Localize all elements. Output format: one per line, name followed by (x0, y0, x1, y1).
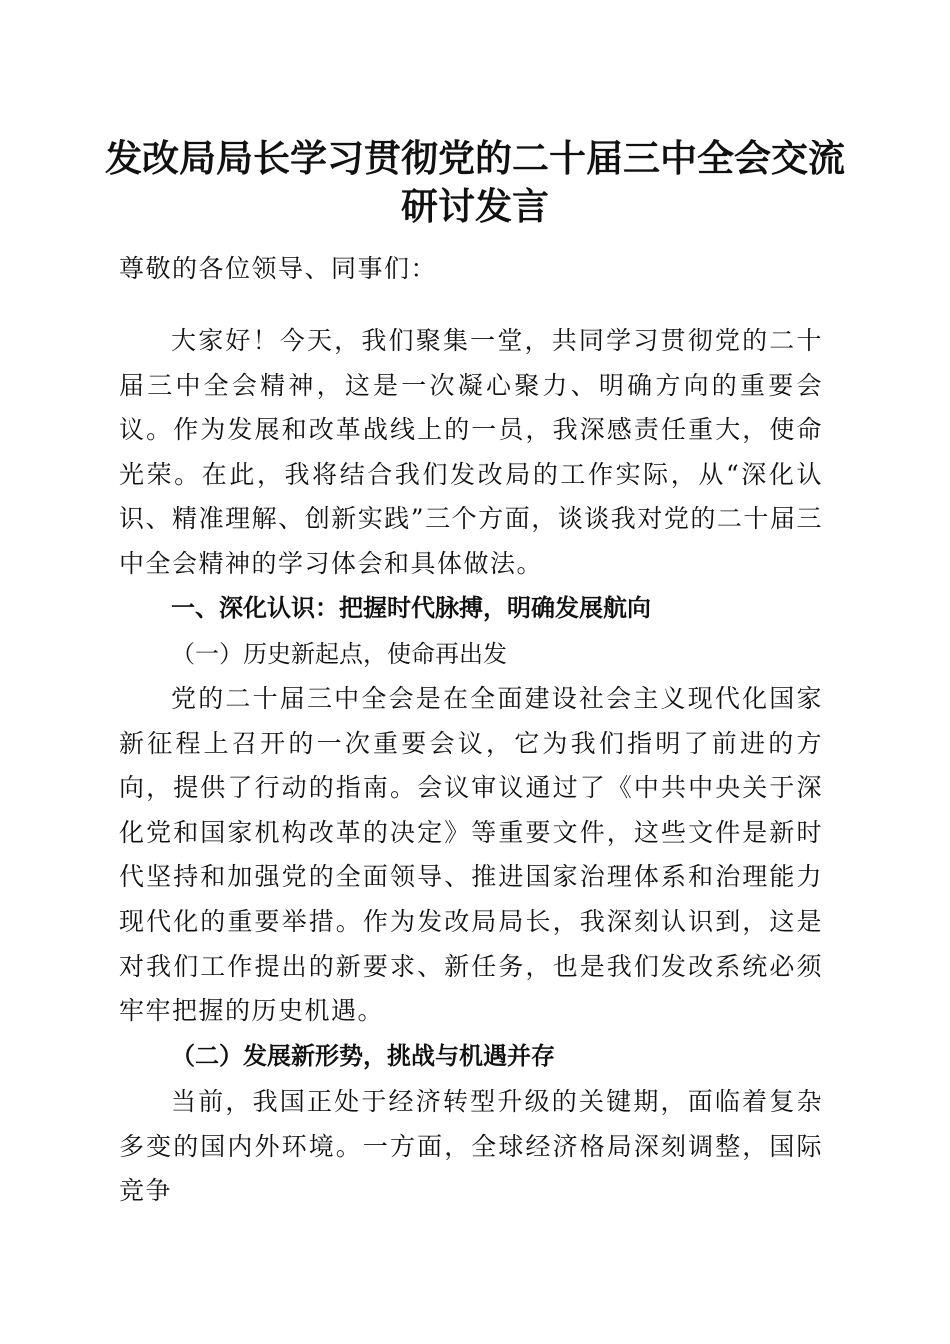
subsection-heading-1: （一）历史新起点，使命再出发 (171, 640, 507, 668)
subsection-1-paragraph: 党的二十届三中全会是在全面建设社会主义现代化国家新征程上召开的一次重要会议，它为我们指明了前进的方向，提供了行动的指南。会议审议通过了《中共中央关于深化党和国家机构改革的决定》等重要文件，这些文件是新时代坚持和加强党的全面领导、推进国家治理体系和治理能力现代化的重要举措。作为发改局局长，我深刻认识到，这是对我们工作提出的新要求、新任务，也是我们发改系统必须牢牢把握的历史机遇。 (119, 684, 823, 1026)
salutation: 尊敬的各位领导、同事们： (119, 254, 438, 283)
subsection-2-paragraph: 当前，我国正处于经济转型升级的关键期，面临着复杂多变的国内外环境。一方面，全球经济格局深刻调整，国际竞争 (119, 1087, 823, 1206)
intro-paragraph: 大家好！今天，我们聚集一堂，共同学习贯彻党的二十届三中全会精神，这是一次凝心聚力、明确方向的重要会议。作为发展和改革战线上的一员，我深感责任重大，使命光荣。在此，我将结合我们发改局的工作实际，从“深化认识、精准理解、创新实践”三个方面，谈谈我对党的二十届三中全会精神的学习体会和具体做法。 (119, 326, 823, 578)
subsection-heading-2: （二）发展新形势，挑战与机遇并存 (171, 1041, 555, 1070)
document-title: 发改局局长学习贯彻党的二十届三中全会交流研讨发言 (105, 136, 845, 228)
section-heading-1: 一、深化认识：把握时代脉搏，明确发展航向 (171, 594, 651, 622)
